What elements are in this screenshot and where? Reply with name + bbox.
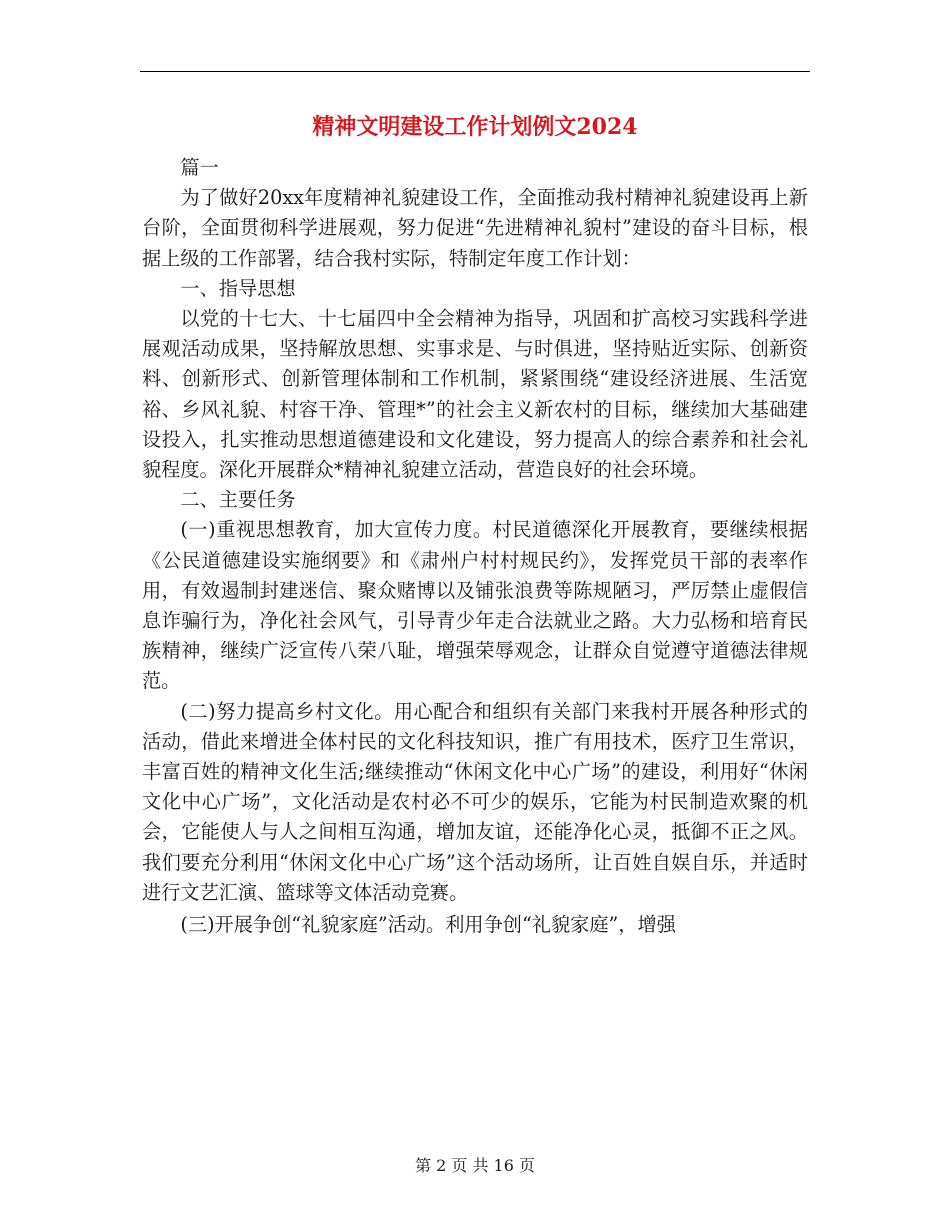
task-3-paragraph: (三)开展争创“礼貌家庭”活动。利用争创“礼貌家庭”，增强 bbox=[180, 913, 676, 937]
document-title: 精神文明建设工作计划例文2024 bbox=[312, 114, 638, 140]
task-2-paragraph: (二)努力提高乡村文化。用心配合和组织有关部门来我村开展各种形式的活动，借此来增进全体村民的文化科技知识，推广有用技术，医疗卫生常识，丰富百姓的精神文化生活;继续推动“休闲文化中心广场”的建设，利用好“休闲文化中心广场”，文化活动是农村必不可少的娱乐，它能为村民制造欢聚的机会，它能使人与人之间相互沟通，增加友谊，还能净化心灵，抵御不正之风。我们要充分利用“休闲文化中心广场”这个活动场所，让百姓自娱自乐，并适时进行文艺汇演、篮球等文体活动竞赛。 bbox=[142, 699, 808, 904]
task-1-paragraph: (一)重视思想教育，加大宣传力度。村民道德深化开展教育，要继续根据《公民道德建设实施纲要》和《肃州户村村规民约》，发挥党员干部的表率作用，有效遏制封建迷信、聚众赌博以及铺张浪费等陈规陋习，严厉禁止虚假信息诈骗行为，净化社会风气，引导青少年走合法就业之路。大力弘杨和培育民族精神，继续广泛宣传八荣八耻，增强荣辱观念，让群众自觉遵守道德法律规范。 bbox=[142, 518, 808, 693]
page-number: 第 2 页 共 16 页 bbox=[415, 1156, 535, 1175]
intro-paragraph: 为了做好20xx年度精神礼貌建设工作，全面推动我村精神礼貌建设再上新台阶，全面贯彻科学进展观，努力促进“先进精神礼貌村”建设的奋斗目标，根据上级的工作部署，结合我村实际，特制定年度工作计划： bbox=[142, 186, 808, 270]
header-rule bbox=[140, 71, 810, 72]
heading-main-tasks: 二、主要任务 bbox=[180, 488, 296, 512]
document-body bbox=[142, 153, 808, 940]
section-label: 篇一 bbox=[180, 156, 219, 179]
heading-guiding-thought: 一、指导思想 bbox=[180, 276, 296, 300]
guiding-thought-paragraph: 以党的十七大、十七届四中全会精神为指导，巩固和扩高校习实践科学进展观活动成果，坚持解放思想、实事求是、与时俱进，坚持贴近实际、创新资料、创新形式、创新管理体制和工作机制，紧紧围绕“建设经济进展、生活宽裕、乡风礼貌、村容干净、管理*”的社会主义新农村的目标，继续加大基础建设投入，扎实推动思想道德建设和文化建设，努力提高人的综合素养和社会礼貌程度。深化开展群众*精神礼貌建立活动，营造良好的社会环境。 bbox=[142, 307, 808, 482]
